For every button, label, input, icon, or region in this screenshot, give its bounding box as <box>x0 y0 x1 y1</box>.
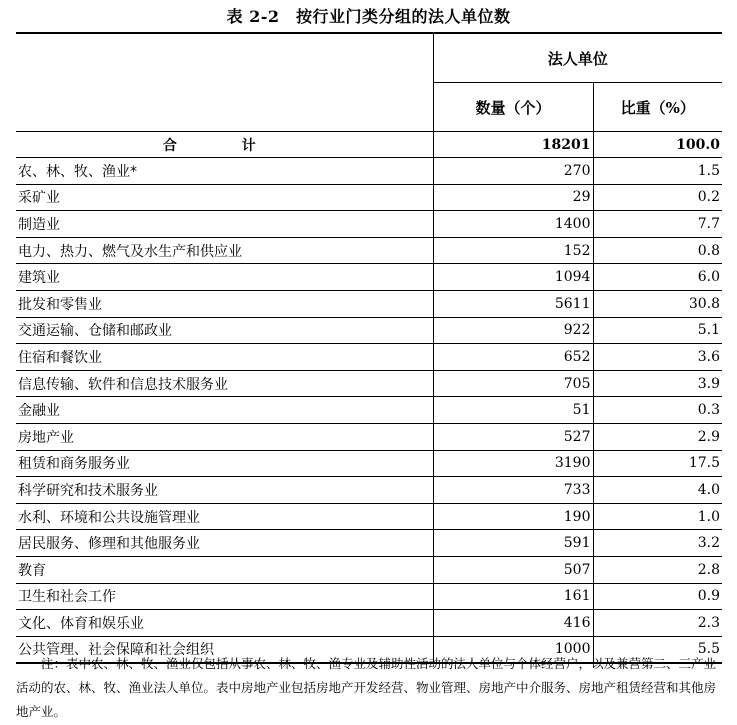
share-cell: 5.1 <box>593 317 722 344</box>
table-row <box>16 290 722 317</box>
industry-label: 交通运输、仓储和邮政业 <box>16 317 433 344</box>
count-cell: 51 <box>433 397 593 424</box>
industry-label: 采矿业 <box>16 184 433 211</box>
footnote: 注：表中农、林、牧、渔业仅包括从事农、林、牧、渔专业及辅助性活动的法人单位与个体经营户，以及兼营第二、三产业活动的农、林、牧、渔业法人单位。表中房地产业包括房地产开发经营、物业管理、房地产中介服务、房地产租赁经营和其他房地产业。 <box>16 656 717 719</box>
table-row <box>16 211 722 238</box>
count-cell: 733 <box>433 477 593 504</box>
group-header: 法人单位 <box>433 33 722 83</box>
count-cell: 705 <box>433 370 593 397</box>
count-cell: 922 <box>433 317 593 344</box>
share-cell: 4.0 <box>593 477 722 504</box>
table-row <box>16 397 722 424</box>
table-row <box>16 184 722 211</box>
total-share: 100.0 <box>593 132 722 158</box>
industry-label: 房地产业 <box>16 423 433 450</box>
table-row <box>16 344 722 371</box>
count-cell: 1400 <box>433 211 593 238</box>
industry-label: 住宿和餐饮业 <box>16 344 433 371</box>
share-cell: 0.8 <box>593 237 722 264</box>
share-cell: 2.3 <box>593 610 722 637</box>
table-row <box>16 423 722 450</box>
share-cell: 17.5 <box>593 450 722 477</box>
table-row <box>16 503 722 530</box>
total-count: 18201 <box>433 132 593 158</box>
table-row <box>16 237 722 264</box>
industry-label: 文化、体育和娱乐业 <box>16 610 433 637</box>
table-row <box>16 264 722 291</box>
share-cell: 3.9 <box>593 370 722 397</box>
share-cell: 6.0 <box>593 264 722 291</box>
industry-label: 教育 <box>16 556 433 583</box>
share-cell: 3.6 <box>593 344 722 371</box>
industry-label: 水利、环境和公共设施管理业 <box>16 503 433 530</box>
count-cell: 161 <box>433 583 593 610</box>
count-header: 数量（个） <box>433 83 593 132</box>
count-cell: 29 <box>433 184 593 211</box>
share-cell: 30.8 <box>593 290 722 317</box>
count-cell: 1094 <box>433 264 593 291</box>
table-row <box>16 317 722 344</box>
industry-label: 居民服务、修理和其他服务业 <box>16 530 433 557</box>
industry-label: 公共管理、社会保障和社会组织 <box>16 636 433 663</box>
share-cell: 0.9 <box>593 583 722 610</box>
table-row <box>16 610 722 637</box>
industry-label: 电力、热力、燃气及水生产和供应业 <box>16 237 433 264</box>
industry-label: 金融业 <box>16 397 433 424</box>
legal-units-table <box>16 32 722 664</box>
count-cell: 152 <box>433 237 593 264</box>
count-cell: 507 <box>433 556 593 583</box>
count-cell: 1000 <box>433 636 593 663</box>
industry-label: 农、林、牧、渔业* <box>16 158 433 185</box>
share-cell: 1.5 <box>593 158 722 185</box>
table-row <box>16 583 722 610</box>
total-label: 合 计 <box>16 132 433 158</box>
table-row <box>16 370 722 397</box>
count-cell: 652 <box>433 344 593 371</box>
industry-label: 科学研究和技术服务业 <box>16 477 433 504</box>
share-cell: 2.8 <box>593 556 722 583</box>
share-cell: 0.3 <box>593 397 722 424</box>
count-cell: 3190 <box>433 450 593 477</box>
table-title: 表 2-2 按行业门类分组的法人单位数 <box>226 7 511 26</box>
industry-label: 租赁和商务服务业 <box>16 450 433 477</box>
industry-label: 批发和零售业 <box>16 290 433 317</box>
share-cell: 3.2 <box>593 530 722 557</box>
share-cell: 2.9 <box>593 423 722 450</box>
share-cell: 0.2 <box>593 184 722 211</box>
count-cell: 5611 <box>433 290 593 317</box>
total-row <box>16 132 722 158</box>
table-row <box>16 530 722 557</box>
table-row <box>16 477 722 504</box>
share-cell: 7.7 <box>593 211 722 238</box>
count-cell: 416 <box>433 610 593 637</box>
count-cell: 270 <box>433 158 593 185</box>
industry-label: 制造业 <box>16 211 433 238</box>
industry-label: 卫生和社会工作 <box>16 583 433 610</box>
count-cell: 190 <box>433 503 593 530</box>
industry-label: 建筑业 <box>16 264 433 291</box>
share-cell: 5.5 <box>593 636 722 663</box>
table-row <box>16 556 722 583</box>
share-header: 比重（%） <box>620 98 695 117</box>
table-row <box>16 158 722 185</box>
industry-label: 信息传输、软件和信息技术服务业 <box>16 370 433 397</box>
table-row <box>16 450 722 477</box>
share-cell: 1.0 <box>593 503 722 530</box>
industry-header-cell <box>16 33 433 132</box>
count-cell: 591 <box>433 530 593 557</box>
count-cell: 527 <box>433 423 593 450</box>
